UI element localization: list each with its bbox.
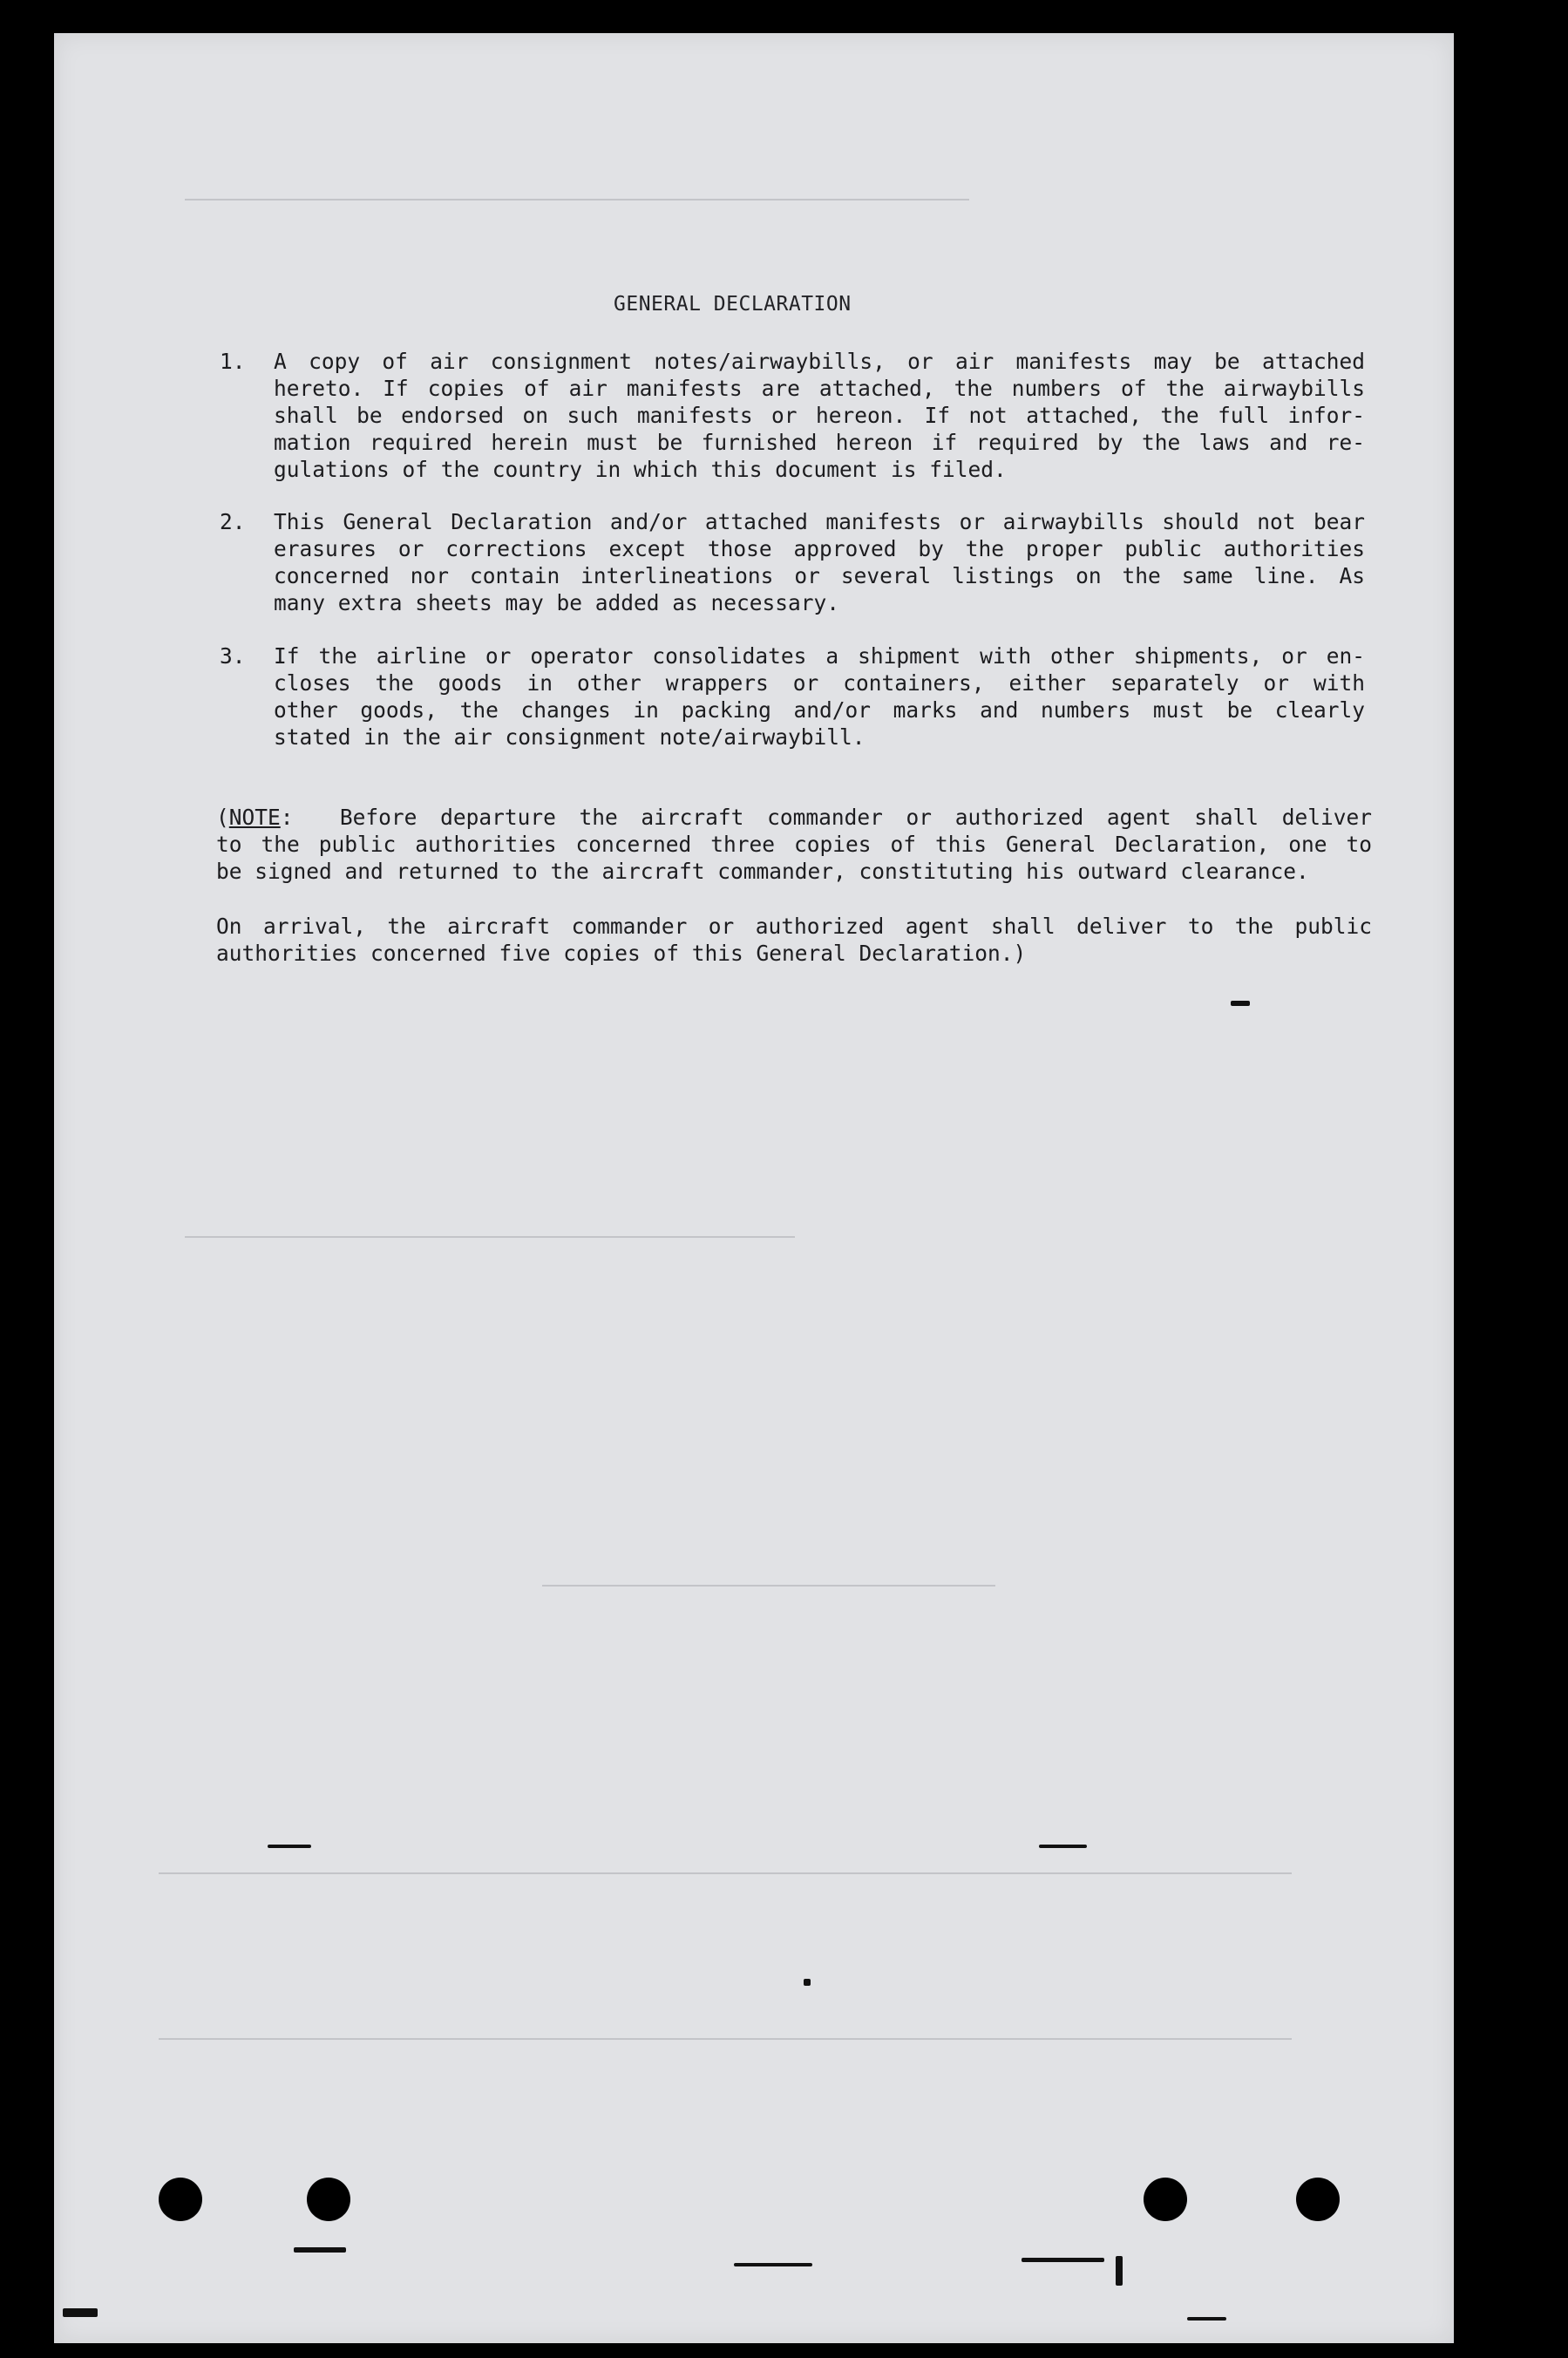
punch-hole [1144, 2178, 1187, 2221]
scan-mark [1116, 2256, 1123, 2286]
note-colon: : [280, 805, 294, 830]
item-number: 1. [220, 349, 246, 374]
scan-mark [294, 2247, 346, 2253]
note-text-line: to the public authorities concerned three copies of this General Declaration, one to [216, 832, 1372, 857]
scan-mark [804, 1979, 811, 1986]
item-text-line: If the airline or operator consolidates a shipment with other shipments, or en- [274, 643, 1365, 669]
bleed-through-line [185, 1236, 795, 1238]
item-text-line: stated in the air consignment note/airwaybill. [274, 724, 865, 750]
item-text-line: shall be endorsed on such manifests or hereon. If not attached, the full infor- [274, 403, 1365, 428]
note-open-paren: ( [216, 805, 229, 830]
item-text-line: closes the goods in other wrappers or containers, either separately or with [274, 670, 1365, 696]
item-text-line: This General Declaration and/or attached manifests or airwaybills should not bear [274, 509, 1365, 534]
note-first-line [216, 805, 1372, 830]
punch-hole [307, 2178, 350, 2221]
scan-mark [1022, 2258, 1104, 2262]
bleed-through-line [185, 199, 969, 200]
note-label: NOTE [228, 805, 281, 830]
scan-mark [63, 2308, 98, 2317]
scan-mark [1039, 1845, 1087, 1848]
item-text-line: hereto. If copies of air manifests are attached, the numbers of the airwaybills [274, 376, 1365, 401]
item-text-line: gulations of the country in which this document is filed. [274, 457, 1007, 482]
bleed-through-line [159, 2038, 1292, 2040]
item-text-line: concerned nor contain interlineations or several listings on the same line. As [274, 563, 1365, 588]
document-title: GENERAL DECLARATION [614, 293, 852, 316]
item-text-line: A copy of air consignment notes/airwaybills, or air manifests may be attached [274, 349, 1365, 374]
item-text-line: other goods, the changes in packing and/or marks and numbers must be clearly [274, 697, 1365, 723]
scan-mark [1231, 1001, 1250, 1006]
item-text-line: mation required herein must be furnished hereon if required by the laws and re- [274, 430, 1365, 455]
punch-hole [159, 2178, 202, 2221]
scan-mark [734, 2263, 812, 2266]
punch-hole [1296, 2178, 1340, 2221]
scan-mark [268, 1845, 311, 1848]
scan-mark [1187, 2317, 1226, 2321]
note-first-line-text: Before departure the aircraft commander or authorized agent shall deliver [339, 805, 1372, 830]
bleed-through-line [542, 1585, 995, 1587]
bleed-through-line [159, 1872, 1292, 1874]
document-page [54, 33, 1454, 2343]
arrival-text-line: authorities concerned five copies of this General Declaration.) [216, 941, 1027, 966]
arrival-text-line: On arrival, the aircraft commander or authorized agent shall deliver to the public [216, 914, 1372, 939]
note-text-line: be signed and returned to the aircraft commander, constituting his outward clearance. [216, 859, 1309, 884]
item-text-line: many extra sheets may be added as necessary. [274, 590, 840, 615]
item-number: 2. [220, 509, 246, 534]
item-text-line: erasures or corrections except those approved by the proper public authorities [274, 536, 1365, 561]
item-number: 3. [220, 643, 246, 669]
